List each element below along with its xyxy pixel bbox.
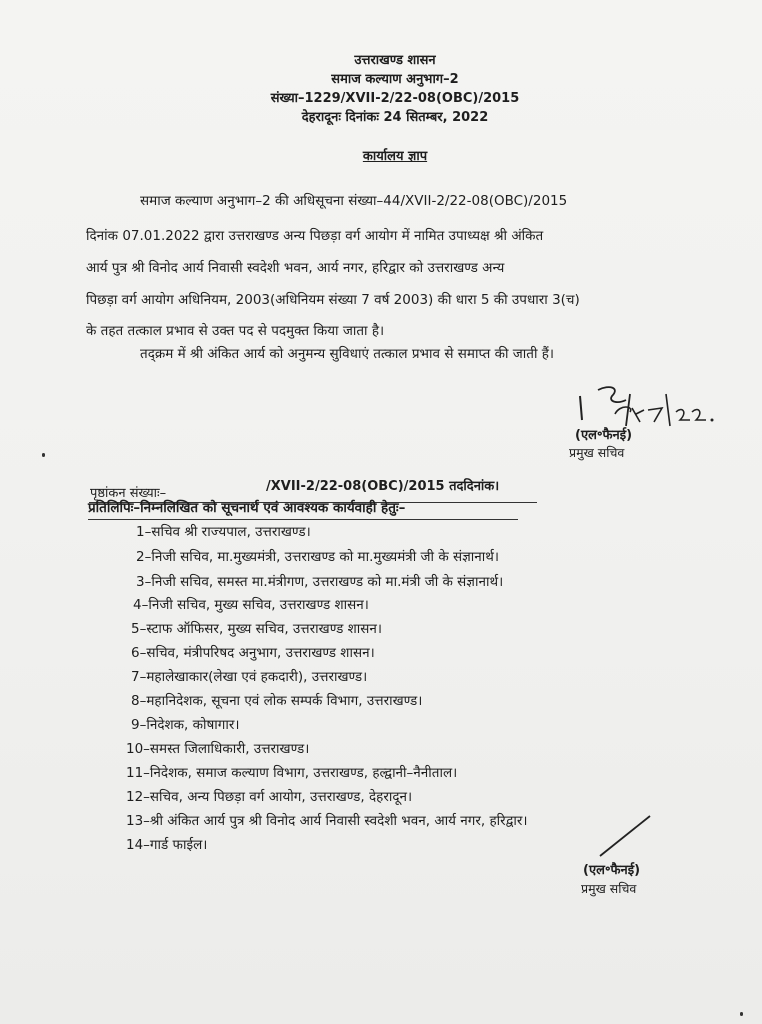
margin-mark (42, 453, 45, 457)
body-paragraph-2: तद्क्रम में श्री अंकित आर्य को अनुमन्य सुविधाएं तत्काल प्रभाव से समाप्त की जाती हैं। (140, 346, 555, 362)
cc-list-item: 5–स्टाफ ऑफिसर, मुख्य सचिव, उत्तराखण्ड शासन। (131, 621, 383, 637)
cc-list-item: 2–निजी सचिव, मा.मुख्यमंत्री, उत्तराखण्ड को मा.मुख्यमंत्री जी के संज्ञानार्थ। (136, 549, 499, 565)
cc-list-item: 12–सचिव, अन्य पिछड़ा वर्ग आयोग, उत्तराखण्ड, देहरादून। (126, 789, 413, 805)
cc-list-item: 3–निजी सचिव, समस्त मा.मंत्रीगण, उत्तराखण्ड को मा.मंत्री जी के संज्ञानार्थ। (136, 574, 504, 590)
cc-list-item: 6–सचिव, मंत्रीपरिषद अनुभाग, उत्तराखण्ड शासन। (131, 645, 375, 661)
cc-list-item: 13–श्री अंकित आर्य पुत्र श्री विनोद आर्य निवासी स्वदेशी भवन, आर्य नगर, हरिद्वार। (126, 813, 528, 829)
reference-number: संख्या–1229/XVII-2/22-08(OBC)/2015 (270, 91, 520, 106)
cc-list-item: 9–निदेशक, कोषागार। (131, 717, 240, 733)
date-line: देहरादूनः दिनांकः 24 सितम्बर, 2022 (301, 110, 489, 125)
copy-intro-underline (88, 519, 518, 520)
body-line-3: आर्य पुत्र श्री विनोद आर्य निवासी स्वदेशी भवन, आर्य नगर, हरिद्वार को उत्तराखण्ड अन्य (86, 260, 505, 276)
cc-list-item: 7–महालेखाकार(लेखा एवं हकदारी), उत्तराखण्ड। (131, 669, 368, 685)
cc-list-item: 8–महानिदेशक, सूचना एवं लोक सम्पर्क विभाग, उत्तराखण्ड। (131, 693, 423, 709)
cc-list-item: 4–निजी सचिव, मुख्य सचिव, उत्तराखण्ड शासन। (133, 597, 369, 613)
cc-list-item: 10–समस्त जिलाधिकारी, उत्तराखण्ड। (126, 741, 310, 757)
body-line-1: समाज कल्याण अनुभाग–2 की अधिसूचना संख्या–44/XVII-2/22-08(OBC)/2015 (140, 193, 568, 209)
copy-intro: प्रतिलिपिः–निम्नलिखित को सूचनार्थ एवं आवश्यक कार्यवाही हेतुः– (88, 500, 406, 516)
cc-list-item: 14–गार्ड फाईल। (126, 837, 208, 853)
cc-list-item: 11–निदेशक, समाज कल्याण विभाग, उत्तराखण्ड, हल्द्वानी–नैनीताल। (126, 765, 458, 781)
signatory-name-2: (एल॰फैनई) (583, 863, 641, 878)
body-line-2: दिनांक 07.01.2022 द्वारा उत्तराखण्ड अन्य पिछड़ा वर्ग आयोग में नामित उपाध्यक्ष श्री अंकित (86, 228, 544, 244)
handwritten-signature-2 (590, 810, 660, 860)
section-name: समाज कल्याण अनुभाग–2 (331, 72, 459, 87)
page-title: कार्यालय ज्ञाप (362, 149, 428, 164)
endorsement-label: पृष्ठांकन संख्याः– (90, 486, 167, 501)
margin-mark (740, 1012, 743, 1016)
signatory-designation-1: प्रमुख सचिव (569, 445, 625, 460)
body-line-4: पिछड़ा वर्ग आयोग अधिनियम, 2003(अधिनियम संख्या 7 वर्ष 2003) की धारा 5 की उपधारा 3(च) (86, 292, 580, 308)
signatory-name-1: (एल॰फैनई) (575, 428, 633, 443)
endorsement-reference: /XVII-2/22-08(OBC)/2015 तददिनांक। (266, 479, 500, 494)
body-line-5: के तहत तत्काल प्रभाव से उक्त पद से पदमुक्त किया जाता है। (86, 323, 385, 339)
signatory-designation-2: प्रमुख सचिव (581, 881, 637, 896)
cc-list-item: 1–सचिव श्री राज्यपाल, उत्तराखण्ड। (136, 524, 311, 540)
government-name: उत्तराखण्ड शासन (354, 53, 436, 68)
